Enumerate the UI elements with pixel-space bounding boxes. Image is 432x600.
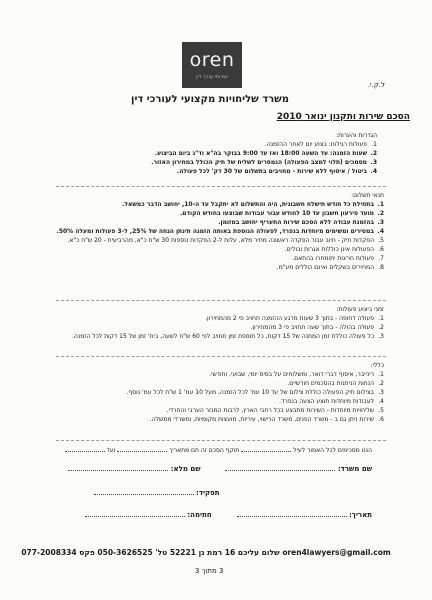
- logo-name: oren: [189, 49, 235, 71]
- valid-from-label: תוקף הסכם זה תם מתאריך: [169, 447, 240, 454]
- signature-row-2: [52, 489, 372, 497]
- item-number: 5.: [378, 237, 384, 244]
- role-label: תפקיד:: [196, 489, 220, 497]
- item-text: שירות ניתן גם ב - משרד הפנים, משרד הרישוי, עיריות, מועצות מקומיות, ומשרדי ממשלה.: [149, 416, 374, 423]
- item-number: 3.: [378, 333, 384, 340]
- item-text: שליחויות מיוחדות - השירות מתבצע בכל רחבי הארץ, לרבות המגזר הערבי והחרדי.: [166, 407, 374, 414]
- reference-mark: ל.ק.י.: [367, 81, 385, 89]
- item-number: 4.: [377, 228, 384, 235]
- general-section: [54, 361, 384, 424]
- item-text: שעות הזמנה: עד השעה 18:00 ואז עד 9:00 בבוקר בה"א וד"ג ביום הביצוע.: [154, 150, 367, 157]
- blank-line: [241, 451, 291, 452]
- footer-contact: שלום עליכם 16 רמת גן 52221 טל' 050-3626525 פקס 077-2008334 oren4lawyers@gmail.com: [21, 548, 391, 557]
- office-name-label: שם משרד:: [337, 465, 372, 473]
- item-number: 1.: [377, 201, 384, 208]
- item-text: כל פעולה כוללת זמן המתנה של 15 דקות, כל תוספת זמן תחויב לפי 60 ש"ח לשעה, ביח' זמן של 15 דקות לכל הזמנה.: [71, 333, 374, 340]
- section-divider: [56, 186, 386, 187]
- item-number: 6.: [378, 416, 384, 423]
- general-title: כללי:: [370, 362, 384, 369]
- agreement-title: הסכם שירות ותקנון ינואר 2010: [276, 112, 410, 122]
- list-item: [54, 245, 384, 254]
- full-name-label: שם מלא:: [170, 465, 201, 473]
- list-item: [54, 314, 384, 323]
- item-text: המחירים בשקלים ואינם כוללים מע"מ.: [276, 264, 374, 271]
- item-number: 2.: [370, 150, 377, 157]
- item-text: במסירים ומשימים מיוחדות בנפרד, לפעולה הנוספת באותה הזמנה תינתן הנחה של 25%, ל-3 פעולות ומעלה 50%.: [56, 228, 374, 235]
- item-text: בהזמנת עבודה ללא הסכם שירות התעריף יחושב במזומן.: [218, 219, 374, 226]
- payment-title: תנאי תשלום:: [351, 192, 384, 199]
- item-number: 3.: [378, 389, 384, 396]
- item-text: הנחות הניתנות בהסכמים חודשיים.: [287, 380, 374, 387]
- list-item: [54, 218, 384, 227]
- item-number: 7.: [378, 255, 384, 262]
- valid-from-field[interactable]: [117, 451, 167, 452]
- times-title: זמני ביצוע פעולות:: [336, 306, 384, 313]
- item-text: פעולה בהולה - בתוך שעה תחויב פי 3 מהמחירון.: [250, 324, 374, 331]
- item-number: 1.: [378, 371, 384, 378]
- definitions-title: הגדרות והערות:: [336, 132, 377, 139]
- agreement-line: [52, 447, 372, 454]
- item-number: 5.: [378, 407, 384, 414]
- agreement-text: הננו מסכימים לכל האמור לעיל: [293, 447, 372, 454]
- item-number: 3.: [377, 219, 384, 226]
- list-item: [54, 406, 384, 415]
- item-text: הפעולות אינן כוללות אגרות ובולים.: [284, 246, 374, 253]
- list-item: [54, 388, 384, 397]
- list-item: [54, 370, 384, 379]
- item-text: בתחילת כל חודש תישלח חשבונית, היה והתשלום לא יתקבל עד ה-10, יחושב הדבר כמשאל.: [122, 201, 374, 208]
- list-item: [54, 254, 384, 263]
- signature-row-1: [52, 465, 372, 473]
- until-label: ועד: [106, 447, 116, 454]
- sign-label: חתימה:: [187, 511, 212, 519]
- list-item: [62, 149, 377, 158]
- date-field[interactable]: [237, 516, 347, 517]
- item-text: לעבודות מיוחדות תוצע הצעה בנפרד.: [279, 398, 374, 405]
- office-heading: משרד שליחויות מקצועי לעורכי דין: [131, 94, 289, 105]
- list-item: [54, 263, 384, 272]
- list-item: [62, 140, 377, 149]
- role-field[interactable]: [94, 494, 194, 495]
- office-name-field[interactable]: [225, 470, 335, 471]
- item-number: 2.: [377, 210, 384, 217]
- sign-field[interactable]: [85, 516, 185, 517]
- signature-row-3: [52, 511, 372, 519]
- list-item: [54, 415, 384, 424]
- item-number: 2.: [378, 324, 384, 331]
- list-item: [54, 323, 384, 332]
- item-text: בצילום תיק הפעולה כוללת צילום של עד 10 עמ' לכל הזמנה, מעל 10 עמ' 1 ש"ח לכל עמ' נוסף.: [126, 389, 374, 396]
- definitions-list: [62, 140, 377, 176]
- company-logo: [182, 42, 242, 88]
- logo-subtitle: שירותי עורך דין: [196, 74, 228, 80]
- times-section: [54, 305, 384, 341]
- item-text: מסמכים (תלוי למצב הפעולה) הנמסרים לשליח של תיק הכולל במחירון האזור.: [151, 159, 367, 166]
- item-number: 2.: [378, 380, 384, 387]
- list-item: [54, 379, 384, 388]
- item-text: מועד פירעון חשבון עד 10 לחודש עבור עבודות שבוצעו בחודש הקודם.: [180, 210, 374, 217]
- section-divider: [56, 300, 386, 301]
- item-number: 4.: [370, 168, 377, 175]
- list-item: [62, 167, 377, 176]
- payment-list: [54, 200, 384, 272]
- item-text: הפקדות תיק - חיוב עבור הפקדה ראשונה מחיר מלא, עלות ל-2 הפקדות נוספות 30 ש"ח כ"א, מהרביעית - 20 ש"ח כ"א.: [67, 237, 374, 244]
- item-text: פעולה דחופה - בתוך 3 שעות מרגע ההזמנה תחויב פי 2 מהמחירון.: [205, 315, 374, 322]
- list-item: [54, 200, 384, 209]
- item-number: 1.: [378, 315, 384, 322]
- page-number: 3 מתוך 3: [195, 567, 224, 575]
- list-item: [62, 158, 377, 167]
- list-item: [54, 227, 384, 236]
- date-label: תאריך:: [349, 511, 372, 519]
- item-text: ביטול / איסוף ללא שירות - מחויבים בתשלום של 30 דק' לכל פעולה.: [176, 168, 367, 175]
- item-text: פעולות חריגות יתומחרו בהתאם.: [292, 255, 374, 262]
- list-item: [54, 236, 384, 245]
- list-item: [54, 397, 384, 406]
- item-number: 1.: [371, 141, 377, 148]
- item-number: 4.: [378, 398, 384, 405]
- general-list: [54, 370, 384, 424]
- definitions-section: [62, 131, 377, 176]
- full-name-field[interactable]: [68, 470, 168, 471]
- item-text: רינייבר, איסוף דברי דואר, ומשלוחים על בסיס יומי, שבועי, וחודשי.: [209, 371, 374, 378]
- section-divider: [56, 440, 386, 441]
- list-item: [54, 332, 384, 341]
- payment-section: [54, 191, 384, 272]
- item-number: 8.: [378, 264, 384, 271]
- until-field[interactable]: [65, 451, 105, 452]
- section-divider: [56, 356, 386, 357]
- list-item: [54, 209, 384, 218]
- item-text: פעולות רגילות: בצוע יום לאחר ההזמנה.: [264, 141, 367, 148]
- times-list: [54, 314, 384, 341]
- item-number: 6.: [378, 246, 384, 253]
- item-number: 3.: [370, 159, 377, 166]
